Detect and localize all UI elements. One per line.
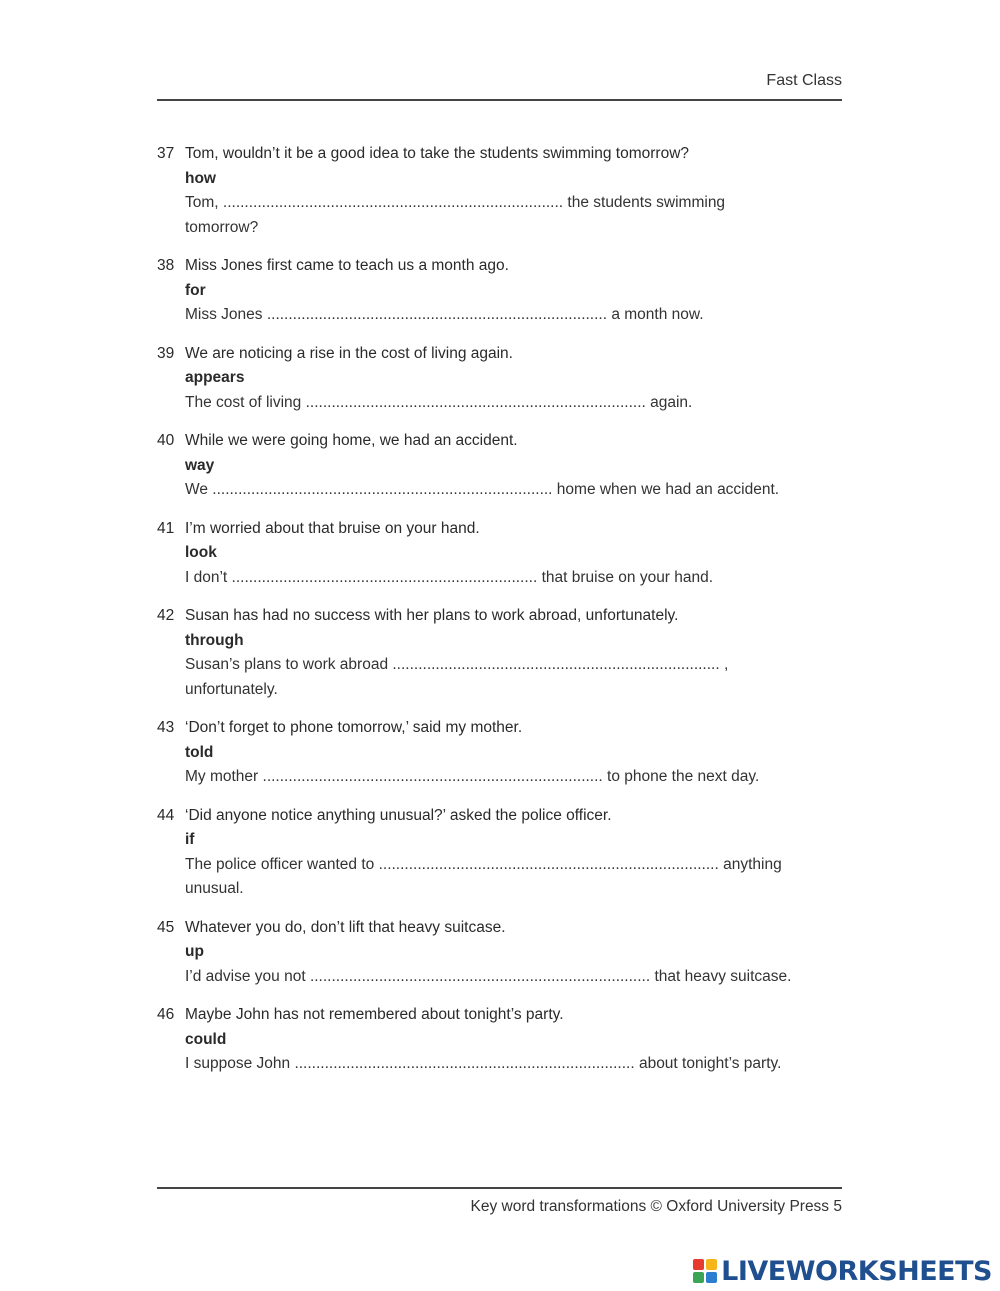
item-number: 44 [157, 806, 175, 824]
item-answer-line: Susan’s plans to work abroad ............................................................................ , unfortunately. [185, 656, 729, 698]
item-number: 43 [157, 719, 175, 736]
brand-name: LIVEWORKSHEETS [721, 1255, 992, 1287]
exercise-item [157, 1003, 797, 1077]
item-sentence: Tom, wouldn’t it be a good idea to take the students swimming tomorrow? [185, 145, 690, 162]
header-rule [157, 99, 842, 101]
item-keyword: through [185, 631, 244, 649]
item-keyword: for [185, 281, 206, 299]
item-number: 38 [157, 257, 175, 274]
item-sentence: ‘Don’t forget to phone tomorrow,’ said my mother. [185, 719, 523, 736]
item-sentence: Maybe John has not remembered about tonight’s party. [185, 1006, 564, 1023]
item-answer-line: The cost of living ............................................................................... again. [185, 393, 693, 411]
item-keyword: could [185, 1030, 227, 1048]
item-answer-line: Miss Jones ............................................................................... a month now. [185, 306, 704, 323]
item-keyword: if [185, 831, 195, 848]
item-number: 42 [157, 607, 175, 624]
logo-square [693, 1259, 704, 1270]
exercise-item [157, 916, 797, 990]
item-answer-line: I’d advise you not ............................................................................... that heavy suitcase. [185, 967, 792, 985]
footer-text: Key word transformations © Oxford University Press 5 [470, 1198, 842, 1215]
item-keyword: way [185, 456, 215, 474]
item-answer-line: We ............................................................................... home when we had an accident. [185, 481, 780, 498]
item-keyword: how [185, 169, 216, 187]
item-number: 45 [157, 918, 175, 936]
item-number: 41 [157, 519, 175, 537]
item-keyword: look [185, 544, 217, 561]
item-answer-line: Tom, ............................................................................... the students swimming tomorrow? [185, 194, 726, 236]
item-number: 39 [157, 344, 175, 362]
item-keyword: told [185, 743, 214, 761]
exercise-item [157, 254, 797, 328]
item-sentence: I’m worried about that bruise on your hand. [185, 519, 480, 537]
exercise-item [157, 517, 797, 591]
exercise-item [157, 716, 797, 790]
item-sentence: We are noticing a rise in the cost of living again. [185, 344, 513, 362]
item-sentence: Whatever you do, don’t lift that heavy suitcase. [185, 918, 506, 936]
exercise-item [157, 804, 797, 902]
header-title: Fast Class [766, 72, 842, 89]
exercise-list [157, 142, 797, 1091]
item-keyword: up [185, 943, 204, 960]
item-answer-line: I don’t ....................................................................... that bruise on your hand. [185, 568, 714, 586]
exercise-item [157, 342, 797, 416]
item-number: 37 [157, 145, 175, 162]
item-answer-line: I suppose John ............................................................................... about tonight’s party. [185, 1055, 782, 1072]
logo-square [693, 1272, 704, 1283]
item-sentence: While we were going home, we had an accident. [185, 432, 518, 449]
logo-square [706, 1272, 717, 1283]
item-sentence: Miss Jones first came to teach us a month ago. [185, 257, 509, 274]
footer-rule [157, 1187, 842, 1189]
item-answer-line: My mother ............................................................................... to phone the next day. [185, 768, 760, 785]
logo-square [706, 1259, 717, 1270]
item-number: 46 [157, 1006, 175, 1023]
liveworksheets-logo-icon [693, 1259, 717, 1283]
item-sentence: ‘Did anyone notice anything unusual?’ asked the police officer. [185, 806, 612, 824]
item-sentence: Susan has had no success with her plans to work abroad, unfortunately. [185, 607, 679, 624]
item-keyword: appears [185, 369, 245, 386]
exercise-item [157, 604, 797, 702]
item-number: 40 [157, 432, 175, 449]
brand-watermark [693, 1256, 992, 1286]
item-answer-line: The police officer wanted to ............................................................................... anything unusual. [185, 855, 782, 897]
exercise-item [157, 142, 797, 240]
exercise-item [157, 429, 797, 503]
